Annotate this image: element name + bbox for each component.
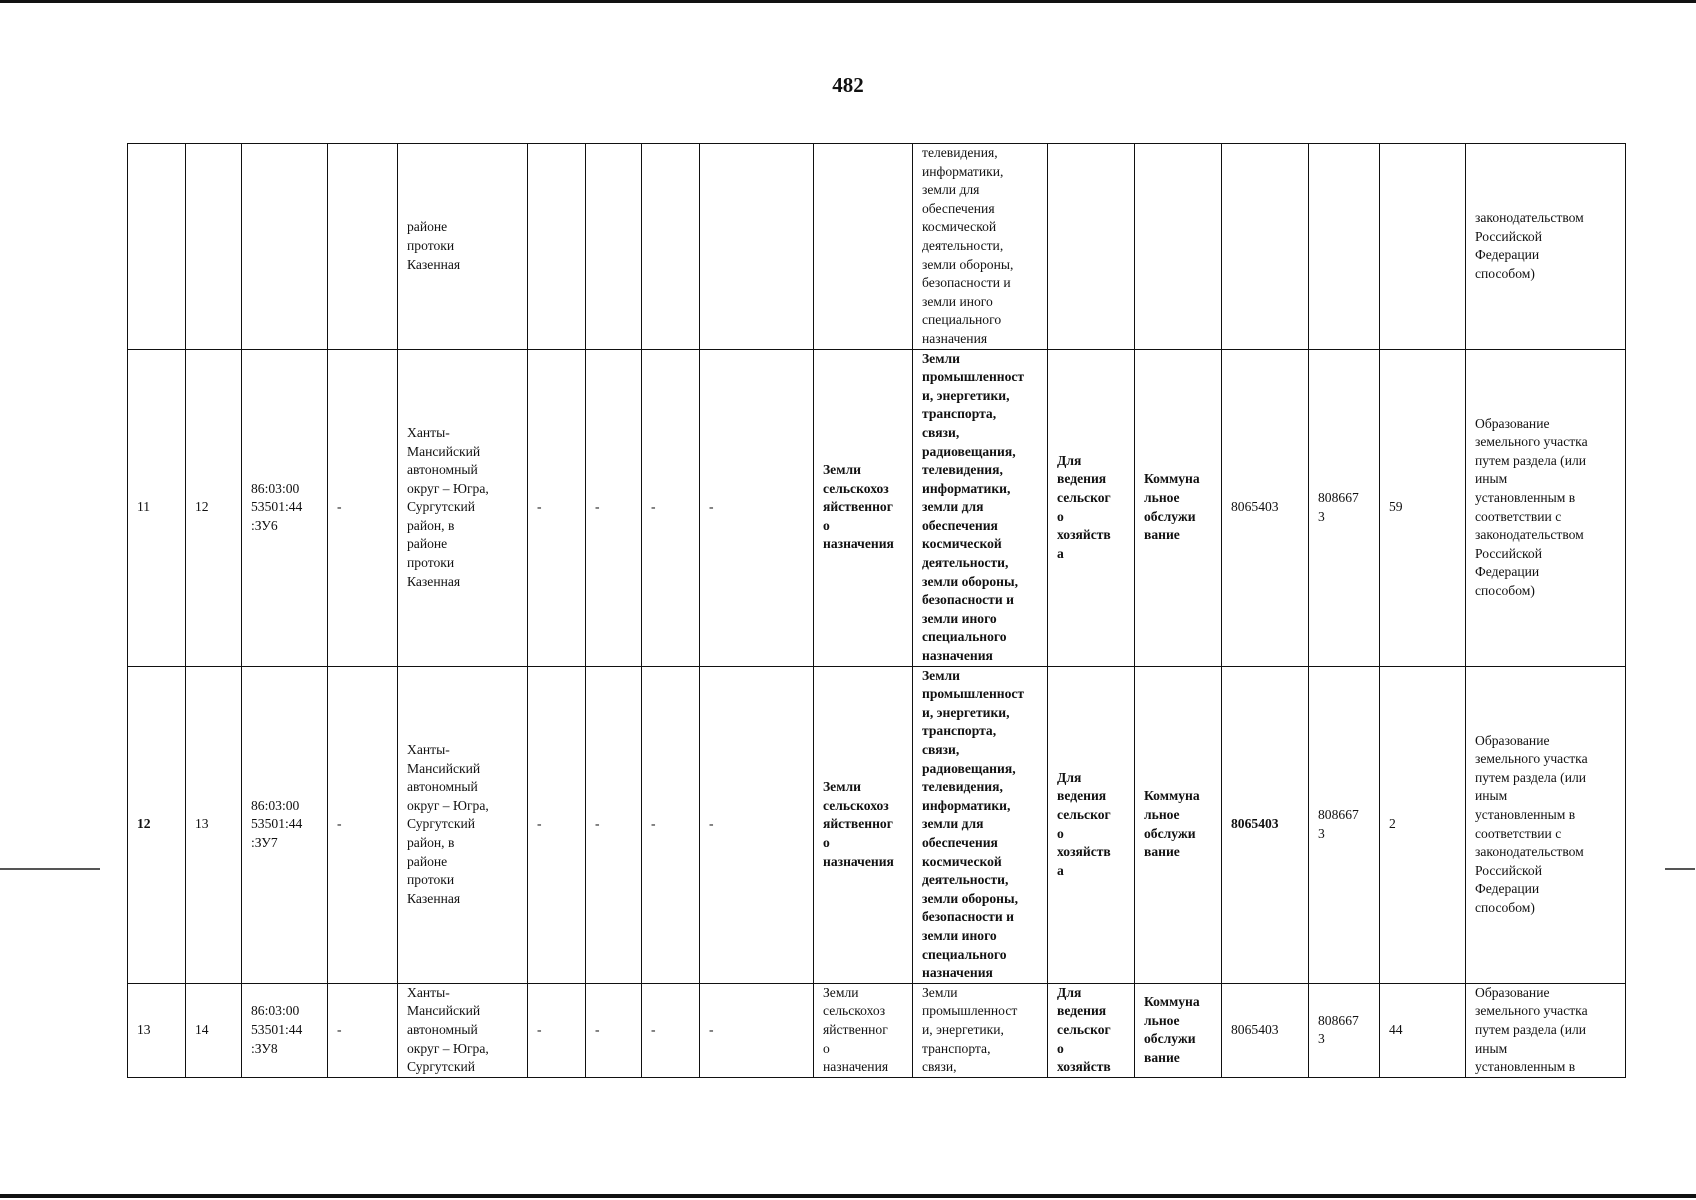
cell-text-line: деятельности, [922, 555, 1009, 571]
cell-text-line: земли обороны, [922, 256, 1014, 272]
use-type-cell [1048, 666, 1135, 983]
cell-text-line: льное [1144, 1012, 1180, 1028]
land-plot-table [127, 143, 1626, 1078]
dash-cell [700, 144, 814, 350]
purpose-cell [1135, 144, 1222, 350]
cell-text-line: хозяйств [1057, 1059, 1111, 1075]
dash-cell: - [328, 349, 398, 666]
formation-method-cell [1466, 144, 1626, 350]
dash-cell: - [700, 349, 814, 666]
cell-text-line: 86:03:00 [251, 797, 300, 813]
cell-text-line: безопасности и [922, 592, 1014, 608]
cell-text-line: 86:03:00 [251, 480, 300, 496]
cell-text-line: способом) [1475, 582, 1535, 598]
permitted-use-cell [913, 349, 1048, 666]
cell-text-line: Коммуна [1144, 471, 1200, 487]
cell-text-line: безопасности и [922, 909, 1014, 925]
cell-text-line: путем раздела (или [1475, 1021, 1587, 1037]
cell-text-line: космической [922, 853, 1002, 869]
land-category-cell [814, 983, 913, 1077]
cell-text-line: иным [1475, 1040, 1508, 1056]
dash-cell [528, 144, 586, 350]
dash-cell [642, 144, 700, 350]
cell-text-line: сельског [1057, 807, 1111, 823]
cell-text-line: телевидения, [922, 779, 1003, 795]
cell-text-line: :ЗУ6 [251, 517, 278, 533]
cell-text-line: округ – Югра, [407, 1040, 489, 1056]
cell-text-line: Мансийский [407, 1003, 481, 1019]
land-category-cell [814, 144, 913, 350]
cell-text-line: способом) [1475, 900, 1535, 916]
permitted-use-cell [913, 983, 1048, 1077]
row-number-cell: 12 [128, 666, 186, 983]
cell-text-line: 2 [1389, 816, 1396, 832]
cell-text-line: о [1057, 1040, 1064, 1056]
dash-cell: - [586, 349, 642, 666]
cell-text-line: назначения [823, 536, 894, 552]
cell-text-line: Мансийский [407, 443, 481, 459]
cell-text-line: деятельности, [922, 237, 1004, 253]
cell-text-line: Коммуна [1144, 994, 1200, 1010]
cell-text-line: яйственног [823, 816, 893, 832]
cell-text-line: 3 [1318, 1031, 1325, 1047]
cell-text-line: льное [1144, 489, 1180, 505]
cell-text-line: 53501:44 [251, 1021, 303, 1037]
cell-text-line: земельного участка [1475, 751, 1588, 767]
cell-text-line: яйственног [823, 1021, 888, 1037]
cell-text-line: Сургутский [407, 1059, 475, 1075]
cell-text-line: земли иного [922, 927, 997, 943]
row-number-cell: 11 [128, 349, 186, 666]
cell-text-line: установленным в [1475, 807, 1576, 823]
cell-text-line: 53501:44 [251, 816, 303, 832]
cell-text-line: соответствии с [1475, 508, 1562, 524]
cell-text-line: Земли [922, 984, 958, 1000]
cell-text-line: 3 [1318, 508, 1325, 524]
cell-text-line: и, энергетики, [922, 1021, 1004, 1037]
cell-text-line: 59 [1389, 499, 1403, 515]
position-cell: 14 [186, 983, 242, 1077]
cell-text-line: 3 [1318, 825, 1325, 841]
dash-cell: - [528, 983, 586, 1077]
cell-text-line: Земли [823, 984, 859, 1000]
cell-text-line: Сургутский [407, 499, 475, 515]
cell-text-line: а [1057, 545, 1064, 561]
dash-cell: - [586, 666, 642, 983]
dash-cell: - [328, 666, 398, 983]
cell-text-line: установленным в [1475, 1059, 1576, 1075]
cell-text-line: сельског [1057, 1021, 1111, 1037]
purpose-cell [1135, 983, 1222, 1077]
cell-text-line: о [823, 517, 830, 533]
code-cell [1222, 349, 1309, 666]
cell-text-line: назначения [823, 853, 894, 869]
cell-text-line: яйственног [823, 499, 893, 515]
scan-border-bottom [0, 1194, 1696, 1198]
scan-mark-right [1665, 868, 1695, 870]
cell-text-line: Ханты- [407, 424, 450, 440]
use-type-cell [1048, 983, 1135, 1077]
cell-text-line: путем раздела (или [1475, 452, 1587, 468]
cell-text-line: радиовещания, [922, 443, 1016, 459]
cell-text-line: 808667 [1318, 489, 1359, 505]
cell-text-line: Образование [1475, 732, 1550, 748]
cell-text-line: автономный [407, 1021, 478, 1037]
cell-text-line: промышленност [922, 369, 1025, 385]
address-cell [398, 666, 528, 983]
permitted-use-cell [913, 144, 1048, 350]
scan-border-top [0, 0, 1696, 3]
cell-text-line: транспорта, [922, 1040, 991, 1056]
code-cell [1222, 144, 1309, 350]
cell-text-line: информатики, [922, 163, 1004, 179]
cell-text-line: вание [1144, 1049, 1180, 1065]
dash-cell: - [700, 983, 814, 1077]
cell-text-line: хозяйств [1057, 844, 1111, 860]
cell-text-line: Земли [823, 779, 861, 795]
quantity-cell [1380, 349, 1466, 666]
code-cell [1309, 349, 1380, 666]
position-cell: 13 [186, 666, 242, 983]
cell-text-line: земельного участка [1475, 1003, 1588, 1019]
cell-text-line: специального [922, 312, 1002, 328]
table-row [128, 983, 1626, 1077]
cell-text-line: обеспечения [922, 834, 998, 850]
cell-text-line: Федерации [1475, 564, 1540, 580]
cell-text-line: а [1057, 862, 1064, 878]
table-row [128, 349, 1626, 666]
cell-text-line: округ – Югра, [407, 480, 489, 496]
cell-text-line: районе [407, 536, 448, 552]
cell-text-line: 8065403 [1231, 1021, 1279, 1037]
cell-text-line: земли иного [922, 293, 993, 309]
cell-text-line: транспорта, [922, 723, 997, 739]
cell-text-line: ведения [1057, 471, 1107, 487]
purpose-cell [1135, 666, 1222, 983]
cadastral-number-cell [242, 983, 328, 1077]
cell-text-line: земли иного [922, 610, 997, 626]
cell-text-line: связи, [922, 1059, 957, 1075]
cell-text-line: законодательством [1475, 844, 1584, 860]
formation-method-cell [1466, 349, 1626, 666]
cell-text-line: промышленност [922, 1003, 1018, 1019]
cell-text-line: способом) [1475, 265, 1535, 281]
cell-text-line: земли для [922, 816, 984, 832]
cell-text-line: специального [922, 946, 1007, 962]
cell-text-line: назначения [823, 1059, 889, 1075]
cell-text-line: о [823, 834, 830, 850]
cell-text-line: Казенная [407, 890, 461, 906]
scan-mark-left [0, 868, 100, 870]
dash-cell: - [642, 349, 700, 666]
cell-text-line: космической [922, 219, 997, 235]
cell-text-line: Земли [922, 350, 960, 366]
dash-cell [328, 144, 398, 350]
purpose-cell [1135, 349, 1222, 666]
dash-cell: - [528, 349, 586, 666]
cell-text-line: ведения [1057, 1003, 1107, 1019]
cell-text-line: связи, [922, 424, 960, 440]
cell-text-line: Коммуна [1144, 788, 1200, 804]
cell-text-line: 8065403 [1231, 816, 1279, 832]
address-cell [398, 144, 528, 350]
address-cell [398, 983, 528, 1077]
cell-text-line: назначения [922, 965, 993, 981]
cell-text-line: о [1057, 825, 1064, 841]
cell-text-line: хозяйств [1057, 527, 1111, 543]
dash-cell: - [700, 666, 814, 983]
cell-text-line: автономный [407, 779, 478, 795]
cell-text-line: 53501:44 [251, 499, 303, 515]
dash-cell: - [528, 666, 586, 983]
cell-text-line: земли для [922, 182, 980, 198]
land-category-cell [814, 349, 913, 666]
cell-text-line: Для [1057, 984, 1082, 1000]
use-type-cell [1048, 349, 1135, 666]
cell-text-line: 808667 [1318, 1012, 1359, 1028]
dash-cell [586, 144, 642, 350]
cell-text-line: :ЗУ8 [251, 1040, 278, 1056]
dash-cell: - [642, 666, 700, 983]
cell-text-line: Мансийский [407, 760, 481, 776]
cell-text-line: Образование [1475, 984, 1550, 1000]
cell-text-line: телевидения, [922, 462, 1003, 478]
row-number-cell: 13 [128, 983, 186, 1077]
cell-text-line: законодательством [1475, 527, 1584, 543]
cell-text-line: обслужи [1144, 825, 1196, 841]
cell-text-line: автономный [407, 462, 478, 478]
cell-text-line: промышленност [922, 686, 1025, 702]
cell-text-line: ведения [1057, 788, 1107, 804]
cell-text-line: Земли [823, 462, 861, 478]
cell-text-line: космической [922, 536, 1002, 552]
cell-text-line: земли обороны, [922, 890, 1019, 906]
cell-text-line: телевидения, [922, 145, 998, 160]
cell-text-line: Ханты- [407, 984, 450, 1000]
cell-text-line: 808667 [1318, 807, 1359, 823]
cell-text-line: протоки [407, 555, 455, 571]
permitted-use-cell [913, 666, 1048, 983]
cell-text-line: путем раздела (или [1475, 769, 1587, 785]
cell-text-line: обеспечения [922, 517, 998, 533]
cell-text-line: иным [1475, 471, 1508, 487]
address-cell [398, 349, 528, 666]
cell-text-line: назначения [922, 330, 988, 346]
cadastral-number-cell [242, 666, 328, 983]
cell-text-line: радиовещания, [922, 760, 1016, 776]
cell-text-line: Казенная [407, 573, 461, 589]
cell-text-line: связи, [922, 742, 960, 757]
formation-method-cell [1466, 983, 1626, 1077]
cell-text-line: и, энергетики, [922, 387, 1010, 403]
land-category-cell [814, 666, 913, 983]
table-row [128, 144, 1626, 350]
cell-text-line: информатики, [922, 797, 1011, 813]
cell-text-line: Сургутский [407, 816, 475, 832]
cell-text-line: 86:03:00 [251, 1003, 300, 1019]
cell-text-line: обслужи [1144, 508, 1196, 524]
cell-text-line: о [1057, 508, 1064, 524]
cell-text-line: Российской [1475, 228, 1542, 244]
quantity-cell [1380, 666, 1466, 983]
cell-text-line: о [823, 1040, 830, 1056]
cell-text-line: Казенная [407, 256, 461, 272]
cell-text-line: протоки [407, 872, 455, 888]
cell-text-line: сельскохоз [823, 480, 889, 496]
cell-text-line: обслужи [1144, 1031, 1196, 1047]
cell-text-line: район, в [407, 834, 455, 850]
cell-text-line: безопасности и [922, 275, 1011, 291]
cell-text-line: вание [1144, 527, 1180, 543]
dash-cell: - [586, 983, 642, 1077]
quantity-cell [1380, 144, 1466, 350]
cell-text-line: назначения [922, 648, 993, 664]
quantity-cell [1380, 983, 1466, 1077]
cell-text-line: Земли [922, 667, 960, 683]
cell-text-line: Федерации [1475, 247, 1540, 263]
position-cell: 12 [186, 349, 242, 666]
cell-text-line: и, энергетики, [922, 704, 1010, 720]
cell-text-line: Российской [1475, 862, 1542, 878]
cell-text-line: :ЗУ7 [251, 834, 278, 850]
cell-text-line: сельског [1057, 489, 1111, 505]
cell-text-line: земли для [922, 499, 984, 515]
table-row [128, 666, 1626, 983]
cell-text-line: обеспечения [922, 200, 995, 216]
cell-text-line: протоки [407, 237, 455, 253]
cell-text-line: район, в [407, 517, 455, 533]
cell-text-line: Для [1057, 769, 1082, 785]
cell-text-line: сельскохоз [823, 797, 889, 813]
cell-text-line: Ханты- [407, 742, 450, 757]
dash-cell: - [642, 983, 700, 1077]
cell-text-line: районе [407, 853, 448, 869]
cell-text-line: округ – Югра, [407, 797, 489, 813]
cell-text-line: районе [407, 219, 448, 235]
row-number-cell [128, 144, 186, 350]
code-cell [1309, 666, 1380, 983]
cell-text-line: деятельности, [922, 872, 1009, 888]
cadastral-number-cell [242, 349, 328, 666]
code-cell [1222, 983, 1309, 1077]
cell-text-line: Образование [1475, 415, 1550, 431]
position-cell [186, 144, 242, 350]
cell-text-line: Российской [1475, 545, 1542, 561]
cell-text-line: 8065403 [1231, 499, 1279, 515]
cell-text-line: Для [1057, 452, 1082, 468]
cell-text-line: законодательством [1475, 210, 1584, 226]
use-type-cell [1048, 144, 1135, 350]
cell-text-line: установленным в [1475, 489, 1576, 505]
cell-text-line: вание [1144, 844, 1180, 860]
cell-text-line: иным [1475, 788, 1508, 804]
code-cell [1309, 983, 1380, 1077]
cell-text-line: земельного участка [1475, 434, 1588, 450]
cell-text-line: специального [922, 629, 1007, 645]
cell-text-line: сельскохоз [823, 1003, 886, 1019]
dash-cell: - [328, 983, 398, 1077]
cell-text-line: 44 [1389, 1021, 1403, 1037]
cell-text-line: информатики, [922, 480, 1011, 496]
formation-method-cell [1466, 666, 1626, 983]
cell-text-line: земли обороны, [922, 573, 1019, 589]
cadastral-number-cell [242, 144, 328, 350]
code-cell [1222, 666, 1309, 983]
cell-text-line: соответствии с [1475, 825, 1562, 841]
cell-text-line: льное [1144, 807, 1180, 823]
code-cell [1309, 144, 1380, 350]
page-number: 482 [832, 73, 864, 97]
cell-text-line: Федерации [1475, 881, 1540, 897]
cell-text-line: транспорта, [922, 406, 997, 422]
